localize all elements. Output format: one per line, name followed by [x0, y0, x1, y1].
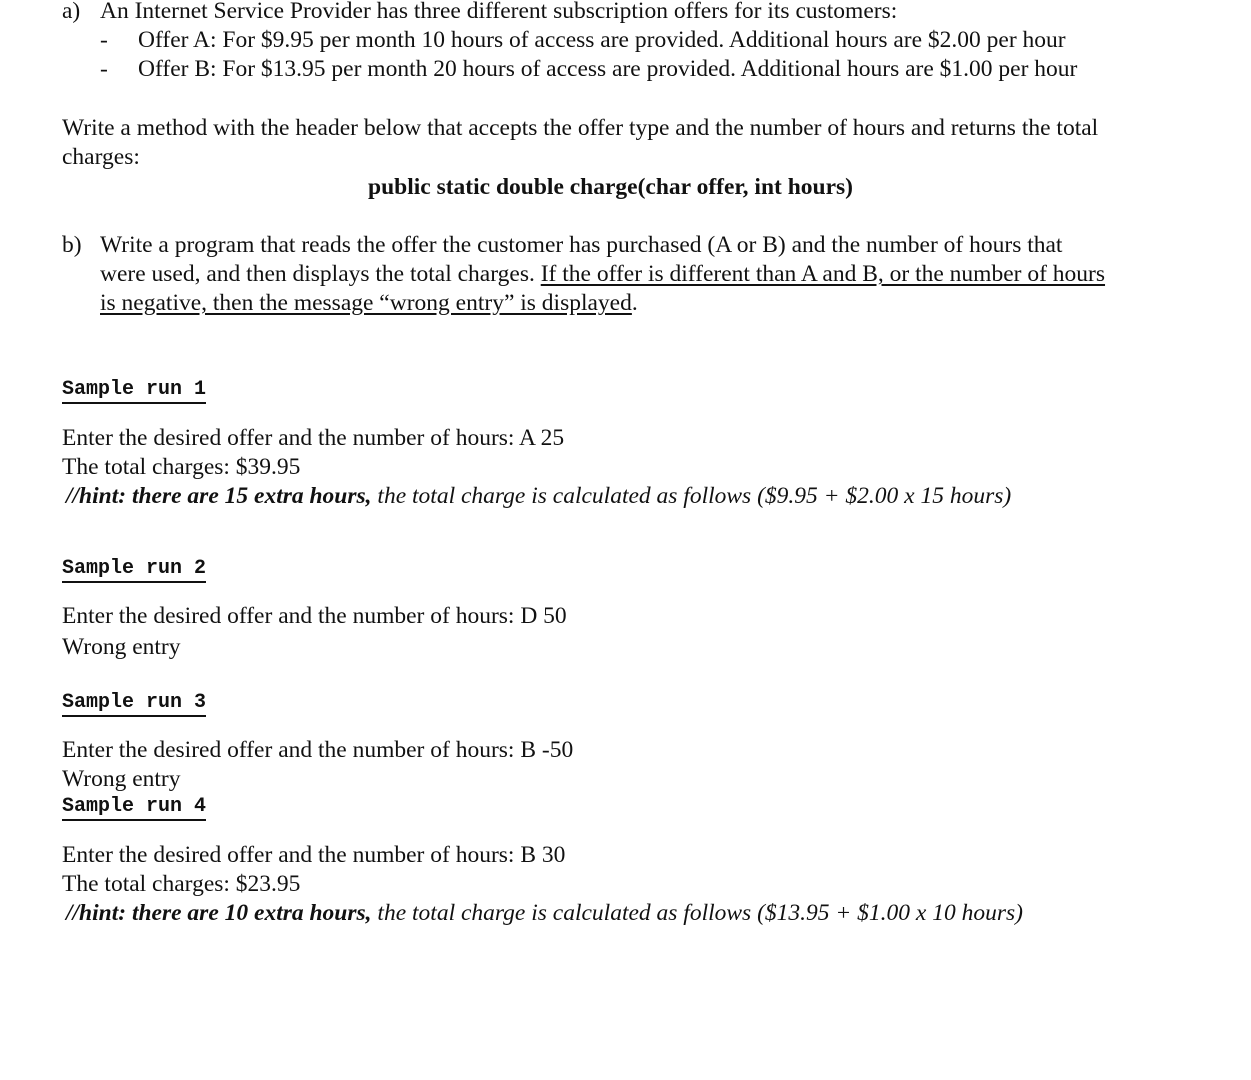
sample-run-1-hint-bold: //hint: there are 15 extra hours, [66, 483, 372, 509]
part-a-marker: a) [62, 0, 81, 24]
sample-run-3-result: Wrong entry [62, 766, 181, 792]
part-b-line1: Write a program that reads the offer the customer has purchased (A or B) and the number of hours that [100, 232, 1063, 258]
offer-b-text: Offer B: For $13.95 per month 20 hours of access are provided. Additional hours are $1.00 per hour [138, 56, 1078, 82]
sample-run-2-prompt: Enter the desired offer and the number of hours: D 50 [62, 603, 567, 629]
part-b-line2-underlined: If the offer is different than A and B, or the number of hours [540, 261, 1106, 287]
method-header: public static double charge(char offer, int hours) [368, 174, 854, 200]
part-b-line3-end: . [631, 290, 638, 316]
sample-run-1-title: Sample run 1 [62, 380, 206, 404]
sample-run-1-hint-rest: the total charge is calculated as follows ($9.95 + $2.00 x 15 hours) [371, 483, 1012, 509]
offer-a-dash: - [100, 27, 108, 53]
part-b-line2-plain: were used, and then displays the total charges. [100, 261, 541, 287]
part-b-line2 [100, 263, 1105, 287]
sample-run-3-prompt: Enter the desired offer and the number of hours: B -50 [62, 737, 574, 763]
method-description-line1: Write a method with the header below that accepts the offer type and the number of hours and returns the total [62, 115, 1099, 141]
sample-run-2-title: Sample run 2 [62, 559, 206, 583]
sample-run-4-hint [66, 902, 1023, 926]
sample-run-4-result: The total charges: $23.95 [62, 871, 301, 897]
sample-run-1-hint [66, 485, 1011, 509]
part-b-marker: b) [62, 232, 82, 258]
sample-run-4-hint-bold: //hint: there are 10 extra hours, [66, 900, 372, 926]
offer-a-text: Offer A: For $9.95 per month 10 hours of access are provided. Additional hours are $2.00 per hour [138, 27, 1066, 53]
sample-run-4-prompt: Enter the desired offer and the number of hours: B 30 [62, 842, 566, 868]
sample-run-1-result: The total charges: $39.95 [62, 454, 301, 480]
part-b-line3-underlined: is negative, then the message “wrong entry” is displayed [100, 290, 632, 316]
sample-run-4-title: Sample run 4 [62, 797, 206, 821]
sample-run-2-result: Wrong entry [62, 634, 181, 660]
sample-run-3-title: Sample run 3 [62, 693, 206, 717]
method-description-line2: charges: [62, 144, 140, 170]
sample-run-4-hint-rest: the total charge is calculated as follows ($13.95 + $1.00 x 10 hours) [371, 900, 1023, 926]
part-b-line3 [100, 292, 638, 316]
sample-run-1-prompt: Enter the desired offer and the number of hours: A 25 [62, 425, 565, 451]
offer-b-dash: - [100, 56, 108, 82]
part-a-intro: An Internet Service Provider has three different subscription offers for its customers: [100, 0, 898, 24]
